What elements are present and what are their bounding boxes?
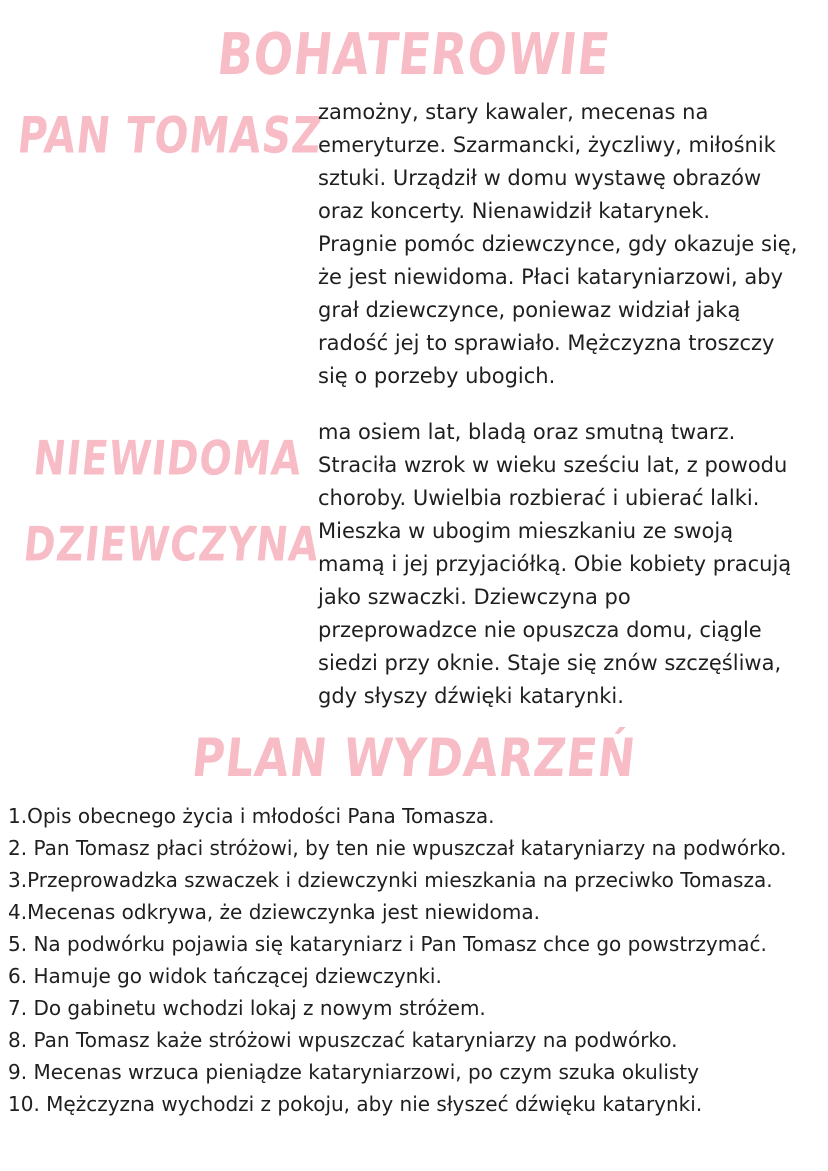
hero-description-niewidoma-dziewczyna <box>318 416 818 713</box>
description-line: przeprowadzce nie opuszcza domu, ciągle <box>318 618 762 642</box>
plan-item: 4.Mecenas odkrywa, że dziewczynka jest niewidoma. <box>8 900 540 924</box>
description-line: się o porzeby ubogich. <box>318 364 556 388</box>
description-line: oraz koncerty. Nienawidził katarynek. <box>318 199 711 223</box>
description-line: Pragnie pomóc dziewczynce, gdy okazuje się, <box>318 232 798 256</box>
hero-name-dziewczyna: DZIEWCZYNA <box>21 516 323 572</box>
hero-name-niewidoma: NIEWIDOMA <box>31 430 305 486</box>
description-line: radość jej to sprawiało. Mężczyzna troszczy <box>318 331 775 355</box>
plan-item: 5. Na podwórku pojawia się kataryniarz i Pan Tomasz chce go powstrzymać. <box>8 932 767 956</box>
description-line: siedzi przy oknie. Staje się znów szczęśliwa, <box>318 651 782 675</box>
description-line: zamożny, stary kawaler, mecenas na <box>318 100 709 124</box>
plan-item: 6. Hamuje go widok tańczącej dziewczynki. <box>8 964 442 988</box>
plan-item: 1.Opis obecnego życia i młodości Pana Tomasza. <box>8 804 495 828</box>
page-title: BOHATEROWIE <box>214 20 614 88</box>
description-line: jako szwaczki. Dziewczyna po <box>318 585 631 609</box>
description-line: sztuki. Urządził w domu wystawę obrazów <box>318 166 762 190</box>
description-line: że jest niewidoma. Płaci kataryniarzowi, aby <box>318 265 784 289</box>
hero-description-pan-tomasz <box>318 96 818 393</box>
description-line: ma osiem lat, bladą oraz smutną twarz. <box>318 420 736 444</box>
description-line: choroby. Uwielbia rozbierać i ubierać lalki. <box>318 486 760 510</box>
hero-name-pan-tomasz: PAN TOMASZ <box>14 107 325 165</box>
plan-list <box>8 800 822 1120</box>
plan-item: 8. Pan Tomasz każe stróżowi wpuszczać kataryniarzy na podwórko. <box>8 1028 678 1052</box>
plan-item: 3.Przeprowadzka szwaczek i dziewczynki mieszkania na przeciwko Tomasza. <box>8 868 773 892</box>
description-line: Mieszka w ubogim mieszkaniu ze swoją <box>318 519 734 543</box>
description-line: emeryturze. Szarmancki, życzliwy, miłośnik <box>318 133 776 157</box>
plan-title: PLAN WYDARZEŃ <box>189 727 639 789</box>
plan-item: 10. Mężczyzna wychodzi z pokoju, aby nie słyszeć dźwięku katarynki. <box>8 1092 703 1116</box>
description-line: Straciła wzrok w wieku sześciu lat, z powodu <box>318 453 788 477</box>
plan-item: 2. Pan Tomasz płaci stróżowi, by ten nie wpuszczał kataryniarzy na podwórko. <box>8 836 787 860</box>
plan-item: 9. Mecenas wrzuca pieniądze kataryniarzowi, po czym szuka okulisty <box>8 1060 699 1084</box>
description-line: grał dziewczynce, poniewaz widział jaką <box>318 298 741 322</box>
description-line: mamą i jej przyjaciółką. Obie kobiety pracują <box>318 552 792 576</box>
plan-item: 7. Do gabinetu wchodzi lokaj z nowym stróżem. <box>8 996 486 1020</box>
description-line: gdy słyszy dźwięki katarynki. <box>318 684 624 708</box>
